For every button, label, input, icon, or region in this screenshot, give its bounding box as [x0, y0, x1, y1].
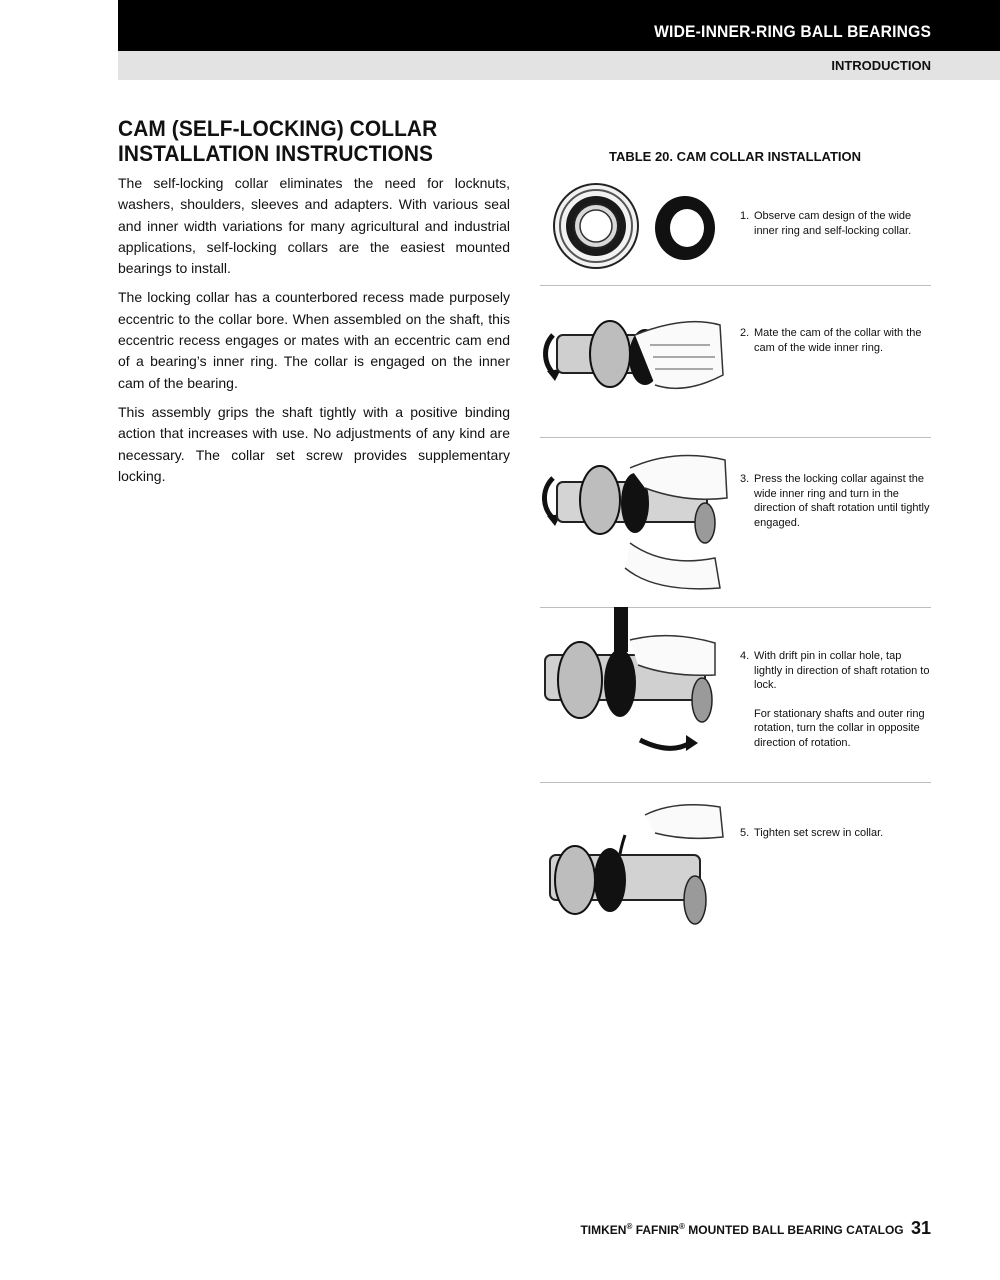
step-divider [540, 782, 931, 783]
catalog-name: MOUNTED BALL BEARING CATALOG [688, 1223, 904, 1237]
step-number: 4. [740, 650, 750, 662]
set-screw-illustration [525, 795, 730, 940]
page-footer [580, 1218, 931, 1239]
drift-pin-illustration [520, 605, 720, 770]
bearing-and-collar-illustration [550, 178, 725, 278]
registered-mark: ® [626, 1222, 633, 1231]
step-note: For stationary shafts and outer ring rotation, turn the collar in opposite direction of rotation. [754, 707, 925, 749]
step-1 [740, 209, 930, 238]
step-divider [540, 285, 931, 286]
step-text: Observe cam design of the wide inner ring and self-locking collar. [754, 210, 912, 237]
step-number: 1. [740, 210, 750, 222]
paragraph: The self-locking collar eliminates the need for locknuts, washers, shoulders, sleeves and adapters. With various seal and inner width variations for many agricultural and industrial applications, self-locking collars are the easiest mounted bearings to install. [118, 175, 510, 277]
mate-collar-illustration [535, 295, 730, 430]
page-title [118, 116, 518, 166]
subsection-title: INTRODUCTION [831, 58, 931, 73]
table-title: TABLE 20. CAM COLLAR INSTALLATION [608, 149, 862, 164]
step-number: 3. [740, 473, 750, 485]
step-4 [740, 649, 930, 750]
step-text: Mate the cam of the collar with the cam of the wide inner ring. [754, 327, 922, 354]
step-5 [740, 826, 930, 841]
step-text: Press the locking collar against the wide inner ring and turn in the direction of shaft rotation until tightly engaged. [754, 473, 930, 529]
press-collar-illustration [535, 448, 730, 593]
step-text: Tighten set screw in collar. [754, 827, 884, 839]
article-body [118, 173, 510, 495]
page-number: 31 [910, 1218, 931, 1238]
brand-fafnir: FAFNIR [635, 1223, 680, 1237]
step-3 [740, 472, 930, 530]
title-line-2: INSTALLATION INSTRUCTIONS [118, 141, 434, 166]
subsection-header-bar [118, 51, 1000, 80]
step-number: 5. [740, 827, 750, 839]
step-text: With drift pin in collar hole, tap lightly in direction of shaft rotation to lock. [754, 650, 930, 691]
step-divider [540, 437, 931, 438]
step-2 [740, 326, 930, 355]
registered-mark: ® [679, 1222, 685, 1231]
paragraph: The locking collar has a counterbored recess made purposely eccentric to the collar bore. When assembled on the shaft, this eccentric recess engages or mates with an eccentric cam end of a bearing’s inner ring. The collar is engaged on the inner cam of the bearing. [118, 289, 510, 391]
title-line-1: CAM (SELF-LOCKING) COLLAR [118, 116, 438, 141]
paragraph: This assembly grips the shaft tightly with a positive binding action that increases with use. No adjustments of any kind are necessary. The collar set screw provides supplementary locking. [118, 403, 510, 484]
section-title: WIDE-INNER-RING BALL BEARINGS [653, 22, 931, 41]
section-header-bar [118, 0, 1000, 51]
brand-timken: TIMKEN [580, 1223, 627, 1237]
step-number: 2. [740, 327, 750, 339]
